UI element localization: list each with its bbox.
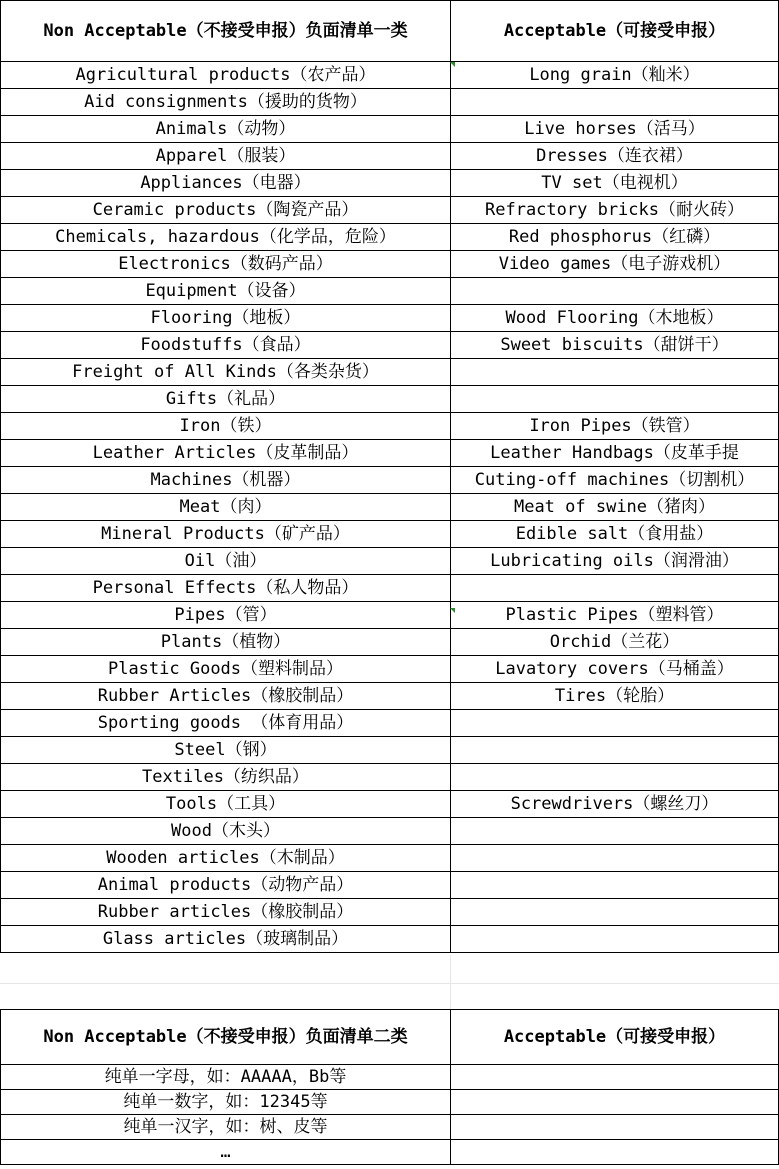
cell-acceptable[interactable]: Plastic Pipes（塑料管） xyxy=(451,602,779,629)
table-row xyxy=(1,1115,779,1140)
table-row xyxy=(1,764,779,791)
cell-acceptable[interactable] xyxy=(451,845,779,872)
cell-non-acceptable[interactable]: Wooden articles（木制品） xyxy=(1,845,451,872)
table-row xyxy=(1,710,779,737)
table-row xyxy=(1,224,779,251)
cell-acceptable[interactable]: Screwdrivers（螺丝刀） xyxy=(451,791,779,818)
cell-non-acceptable[interactable]: Oil（油） xyxy=(1,548,451,575)
cell-non-acceptable[interactable]: Leather Articles（皮革制品） xyxy=(1,440,451,467)
table-row xyxy=(1,386,779,413)
cell-non-acceptable[interactable]: Chemicals, hazardous（化学品，危险） xyxy=(1,224,451,251)
cell-non-acceptable[interactable]: Iron（铁） xyxy=(1,413,451,440)
cell-non-acceptable[interactable]: Animal products（动物产品） xyxy=(1,872,451,899)
empty-spacer-row xyxy=(0,955,779,984)
table-row xyxy=(1,737,779,764)
cell-non-acceptable[interactable]: Apparel（服装） xyxy=(1,143,451,170)
table-row xyxy=(1,170,779,197)
table-row xyxy=(1,143,779,170)
cell-acceptable[interactable]: Meat of swine（猪肉） xyxy=(451,494,779,521)
table-row xyxy=(1,116,779,143)
cell-non-acceptable[interactable]: Electronics（数码产品） xyxy=(1,251,451,278)
table-row xyxy=(1,656,779,683)
cell-non-acceptable[interactable]: Wood（木头） xyxy=(1,818,451,845)
table-row xyxy=(1,1090,779,1115)
cell-acceptable[interactable]: Lavatory covers（马桶盖） xyxy=(451,656,779,683)
table-row xyxy=(1,440,779,467)
cell-non-acceptable[interactable]: Appliances（电器） xyxy=(1,170,451,197)
cell-acceptable[interactable] xyxy=(451,899,779,926)
cell-acceptable[interactable]: Refractory bricks（耐火砖） xyxy=(451,197,779,224)
cell-non-acceptable[interactable]: Machines（机器） xyxy=(1,467,451,494)
table-row xyxy=(1,278,779,305)
table-row xyxy=(1,494,779,521)
cell-non-acceptable[interactable]: Aid consignments（援助的货物） xyxy=(1,89,451,116)
table-row xyxy=(1,602,779,629)
table-row xyxy=(1,251,779,278)
comment-marker-icon xyxy=(450,62,455,67)
cell-acceptable[interactable] xyxy=(451,710,779,737)
header-non-acceptable[interactable]: Non Acceptable（不接受申报）负面清单二类 xyxy=(1,1010,451,1065)
cell-non-acceptable[interactable]: Ceramic products（陶瓷产品） xyxy=(1,197,451,224)
table-row xyxy=(1,872,779,899)
table-row xyxy=(1,575,779,602)
cell-non-acceptable[interactable]: Animals（动物） xyxy=(1,116,451,143)
cell-acceptable[interactable] xyxy=(451,818,779,845)
cell-non-acceptable[interactable]: Gifts（礼品） xyxy=(1,386,451,413)
cell-non-acceptable[interactable]: Tools（工具） xyxy=(1,791,451,818)
table-row xyxy=(1,899,779,926)
table-header-row xyxy=(1,1,779,62)
table-row xyxy=(1,62,779,89)
cell-non-acceptable[interactable]: Flooring（地板） xyxy=(1,305,451,332)
cell-acceptable[interactable]: TV set（电视机） xyxy=(451,170,779,197)
table-row xyxy=(1,413,779,440)
header-acceptable[interactable]: Acceptable（可接受申报） xyxy=(451,1010,779,1065)
table-row xyxy=(1,818,779,845)
header-non-acceptable[interactable]: Non Acceptable（不接受申报）负面清单一类 xyxy=(1,1,451,62)
cell-non-acceptable[interactable]: Meat（肉） xyxy=(1,494,451,521)
cell-acceptable[interactable] xyxy=(451,359,779,386)
cell-acceptable[interactable]: Cuting-off machines（切割机） xyxy=(451,467,779,494)
cell-acceptable[interactable] xyxy=(451,764,779,791)
cell-non-acceptable[interactable]: 纯单一数字，如：12345等 xyxy=(1,1090,451,1115)
cell-acceptable[interactable] xyxy=(451,926,779,953)
table-row xyxy=(1,467,779,494)
cell-non-acceptable[interactable]: Plants（植物） xyxy=(1,629,451,656)
table-row xyxy=(1,332,779,359)
cell-acceptable[interactable]: Orchid（兰花） xyxy=(451,629,779,656)
cell-acceptable[interactable] xyxy=(451,89,779,116)
cell-acceptable[interactable]: Dresses（连衣裙） xyxy=(451,143,779,170)
cell-acceptable[interactable] xyxy=(451,1115,779,1140)
cell-non-acceptable[interactable]: Steel（钢） xyxy=(1,737,451,764)
table-row xyxy=(1,926,779,953)
cell-non-acceptable[interactable]: Plastic Goods（塑料制品） xyxy=(1,656,451,683)
cell-acceptable[interactable] xyxy=(451,386,779,413)
cell-non-acceptable[interactable]: Freight of All Kinds（各类杂货） xyxy=(1,359,451,386)
cell-acceptable[interactable]: Sweet biscuits（甜饼干） xyxy=(451,332,779,359)
cell-acceptable[interactable]: Iron Pipes（铁管） xyxy=(451,413,779,440)
cell-non-acceptable[interactable]: Personal Effects（私人物品） xyxy=(1,575,451,602)
cell-acceptable[interactable] xyxy=(451,1065,779,1090)
cell-non-acceptable[interactable]: Mineral Products（矿产品） xyxy=(1,521,451,548)
cell-non-acceptable[interactable]: Equipment（设备） xyxy=(1,278,451,305)
cell-acceptable[interactable]: Wood Flooring（木地板） xyxy=(451,305,779,332)
cell-non-acceptable[interactable]: … xyxy=(1,1140,451,1165)
cell-non-acceptable[interactable]: Pipes（管） xyxy=(1,602,451,629)
cell-acceptable[interactable]: Video games（电子游戏机） xyxy=(451,251,779,278)
cell-acceptable[interactable]: Long grain（籼米） xyxy=(451,62,779,89)
table-row xyxy=(1,89,779,116)
header-acceptable[interactable]: Acceptable（可接受申报） xyxy=(451,1,779,62)
table-row xyxy=(1,548,779,575)
cell-non-acceptable[interactable]: 纯单一汉字，如：树、皮等 xyxy=(1,1115,451,1140)
cell-acceptable[interactable] xyxy=(451,278,779,305)
table-row xyxy=(1,359,779,386)
table-row xyxy=(1,305,779,332)
cell-non-acceptable[interactable]: Rubber articles（橡胶制品） xyxy=(1,899,451,926)
cell-non-acceptable[interactable]: Sporting goods （体育用品） xyxy=(1,710,451,737)
cell-acceptable[interactable]: Live horses（活马） xyxy=(451,116,779,143)
table-row xyxy=(1,629,779,656)
cell-non-acceptable[interactable]: Textiles（纺织品） xyxy=(1,764,451,791)
table-row xyxy=(1,1140,779,1165)
cell-acceptable[interactable] xyxy=(451,575,779,602)
comment-marker-icon xyxy=(450,608,455,613)
cell-non-acceptable[interactable]: Foodstuffs（食品） xyxy=(1,332,451,359)
cell-acceptable[interactable] xyxy=(451,872,779,899)
cell-acceptable[interactable]: Leather Handbags（皮革手提 xyxy=(451,440,779,467)
table-row xyxy=(1,197,779,224)
cell-non-acceptable[interactable]: Rubber Articles（橡胶制品） xyxy=(1,683,451,710)
cell-acceptable[interactable]: Lubricating oils（润滑油） xyxy=(451,548,779,575)
table-row xyxy=(1,683,779,710)
cell-acceptable[interactable]: Red phosphorus（红磷） xyxy=(451,224,779,251)
cell-non-acceptable[interactable]: Agricultural products（农产品） xyxy=(1,62,451,89)
negative-list-table-2 xyxy=(0,1009,779,1165)
table-row xyxy=(1,845,779,872)
table-row xyxy=(1,1065,779,1090)
cell-non-acceptable[interactable]: Glass articles（玻璃制品） xyxy=(1,926,451,953)
cell-acceptable[interactable]: Edible salt（食用盐） xyxy=(451,521,779,548)
cell-acceptable[interactable]: Tires（轮胎） xyxy=(451,683,779,710)
table-row xyxy=(1,791,779,818)
cell-acceptable[interactable] xyxy=(451,737,779,764)
table-header-row xyxy=(1,1010,779,1065)
cell-non-acceptable[interactable]: 纯单一字母，如：AAAAA，Bb等 xyxy=(1,1065,451,1090)
table-row xyxy=(1,521,779,548)
cell-acceptable[interactable] xyxy=(451,1090,779,1115)
cell-acceptable[interactable] xyxy=(451,1140,779,1165)
